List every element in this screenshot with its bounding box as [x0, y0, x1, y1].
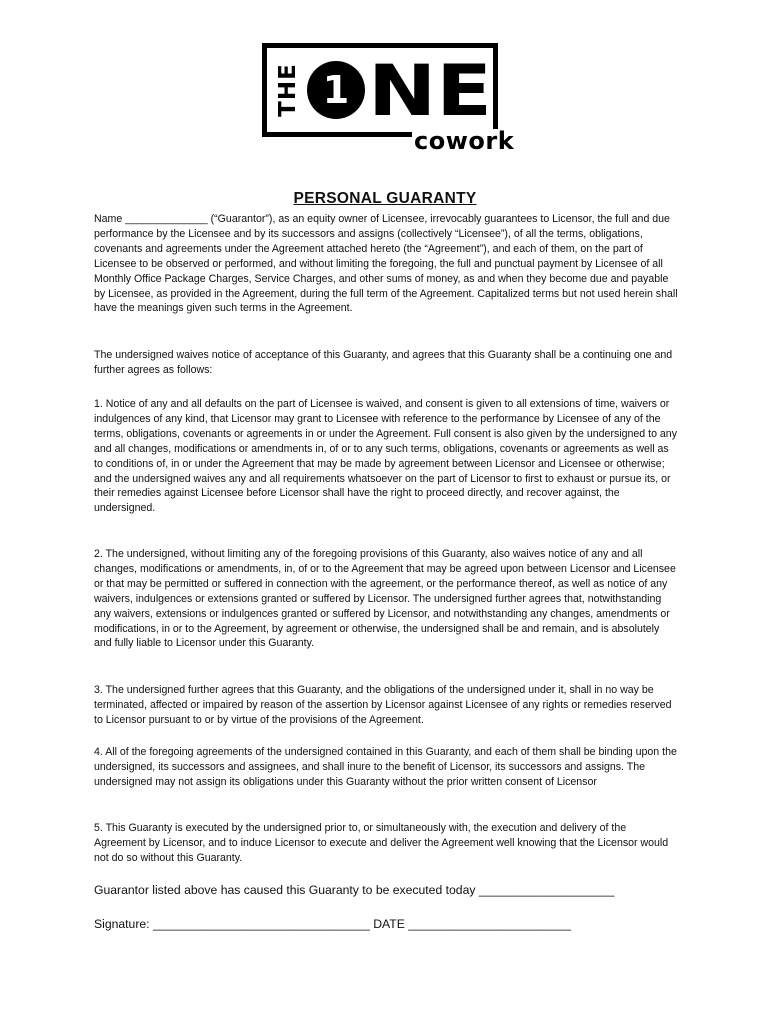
- logo-the-wrap: [268, 65, 308, 115]
- execution-date-line: Guarantor listed above has caused this Guaranty to be executed today ____________________: [94, 883, 615, 897]
- signature-date-line: Signature: ________________________________ DATE ________________________: [94, 917, 571, 931]
- paragraph-clause-5: 5. This Guaranty is executed by the undersigned prior to, or simultaneously with, the execution and delivery of the Agreement by Licensor, and to induce Licensor to execute and deliver the Agreement well knowing that the Licensor would not do so without this Guaranty.: [94, 822, 669, 864]
- logo-one-mark: [306, 55, 498, 125]
- paragraph-clause-2: 2. The undersigned, without limiting any of the foregoing provisions of this Guaranty, also waives notice of any and all changes, modifications or amendments, in, of or to the Agreement that may be agreed upon between Licensor and Licensee or that may be permitted or suffered in connection with the agreement, or the performance thereof, as well as notice of any waivers, indulgences or extensions granted or suffered by Licensor. The undersigned further agrees that, notwithstanding any waivers, extensions or indulgences granted or suffered by Licensor, and notwithstanding any changes, amendments or modifications, in or to the Agreement, by agreement or otherwise, the undersigned shall be and remain, and is absolutely and fully liable to Licensor under this Guaranty.: [94, 548, 676, 650]
- paragraph-clause-1: 1. Notice of any and all defaults on the part of Licensee is waived, and consent is given to all extensions of time, waivers or indulgences of any kind, that Licensor may grant to Licensee with reference to the performance by Licensee of any of the terms, obligations, covenants or agreements in or under the Agreement. Full consent is also given by the undersigned to any and all changes, modifications or amendments in, of or to any such terms, obligations, covenants or agreements as well as to conditions of, in or under the Agreement that may be made by agreement between Licensor and Licensee or otherwise; and the undersigned waives any and all requirements whatsoever on the part of Licensor to first to exhaust or pursue its, or their remedies against Licensee before Licensor shall have the right to proceed directly, and recover against, the undersigned.: [94, 398, 677, 515]
- paragraph-clause-3: 3. The undersigned further agrees that this Guaranty, and the obligations of the undersigned under it, shall in no way be terminated, affected or impaired by reason of the assertion by Licensor against Licensee of any rights or remedies reserved to Licensor pursuant to or by virtue of the provisions of the Agreement.: [94, 684, 672, 726]
- logo-one-numeral: 1: [322, 68, 350, 112]
- logo-the-text: THE: [275, 63, 301, 117]
- document-title: PERSONAL GUARANTY: [293, 190, 477, 207]
- logo-one-ne: NE: [368, 55, 492, 125]
- paragraph-guarantor-intro: Name ______________ (“Guarantor”), as an equity owner of Licensee, irrevocably guarantees to Licensor, the full and due performance by the Licensee and by its successors and assigns (collectively “Licensee”), of all the terms, obligations, covenants and agreements under the Agreement attached hereto (the “Agreement”), and each of them, on the part of Licensee to be observed or performed, and without limiting the foregoing, the full and punctual payment by Licensee of all Monthly Office Package Charges, Service Charges, and other sums of money, as and when they become due and payable by Licensee, as provided in the Agreement, during the full term of the Agreement. Capitalized terms but not used herein shall have the meanings given such terms in the Agreement.: [94, 213, 678, 315]
- paragraph-waiver-notice: The undersigned waives notice of acceptance of this Guaranty, and agrees that this Guaranty shall be a continuing one and further agrees as follows:: [94, 349, 673, 376]
- paragraph-clause-4: 4. All of the foregoing agreements of the undersigned contained in this Guaranty, and each of them shall be binding upon the undersigned, its successors and assignees, and shall inure to the benefit of Licensor, its successors and assigns. The undersigned may not assign its obligations under this Guaranty without the prior written consent of Licensor: [94, 746, 677, 788]
- company-logo: [262, 43, 530, 153]
- logo-cowork-text: cowork: [414, 127, 515, 155]
